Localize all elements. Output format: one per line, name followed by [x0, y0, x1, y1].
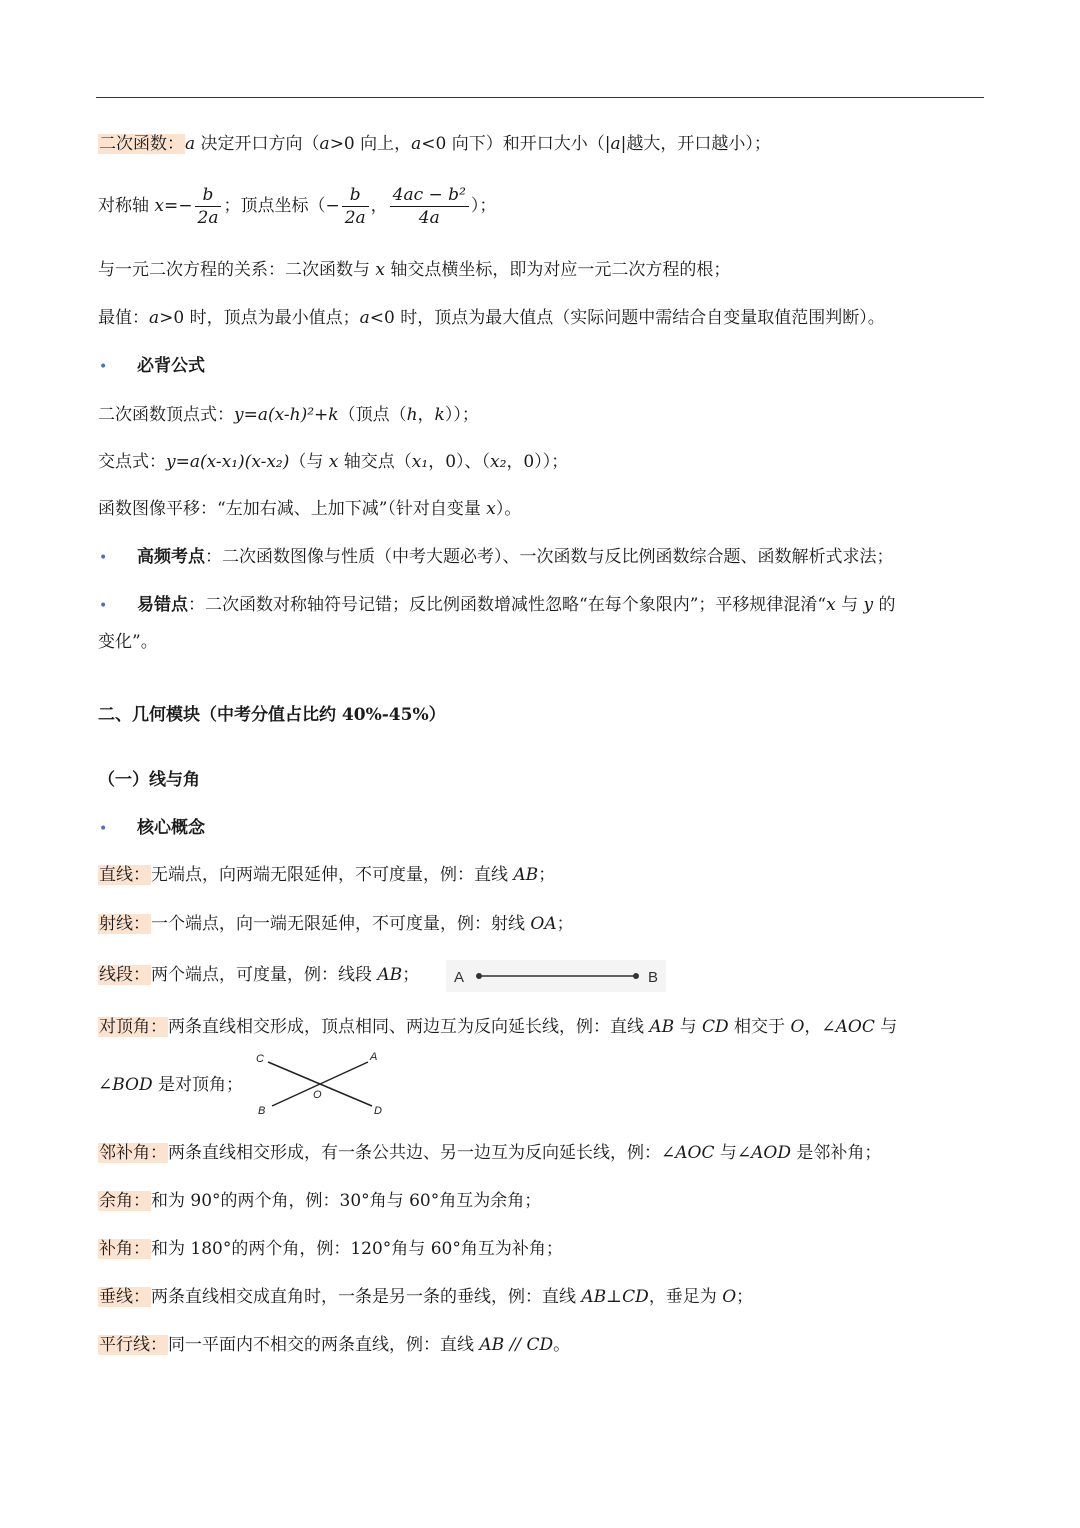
- vertical-angles-figure: [250, 1048, 390, 1118]
- term-highlight: 线段：: [99, 965, 150, 985]
- def-complementary: 余角：和为 90°的两个角，例：30°角与 60°角互为余角；: [99, 1191, 542, 1211]
- bullet-icon: •: [99, 821, 108, 837]
- term-highlight: 直线：: [99, 865, 150, 885]
- term-highlight: 对顶角：: [99, 1017, 167, 1037]
- term-highlight: 邻补角：: [99, 1143, 167, 1163]
- term-highlight: 余角：: [99, 1191, 150, 1211]
- relation-line: 与一元二次方程的关系：二次函数与 x 轴交点横坐标，即为对应一元二次方程的根；: [98, 260, 731, 280]
- def-adjacent-angles: 邻补角：两条直线相交形成，有一条公共边、另一边互为反向延长线，例：∠AOC 与∠AOD 是邻补角；: [99, 1143, 882, 1163]
- def-parallel: 平行线：同一平面内不相交的两条直线，例：直线 AB // CD。: [99, 1335, 571, 1355]
- fraction: $\frac{b}{2a}$: [195, 184, 222, 229]
- term-highlight: 补角：: [99, 1239, 150, 1259]
- term-highlight: 垂线：: [99, 1287, 150, 1307]
- formula-heading: 必背公式: [137, 356, 205, 376]
- fraction: $\frac{\text{4ac − b²}}{4a}$: [390, 184, 469, 229]
- subsection-heading: （一）线与角: [98, 770, 200, 790]
- def-supplementary: 补角：和为 180°的两个角，例：120°角与 60°角互为补角；: [99, 1239, 563, 1259]
- shift-line: 函数图像平移：“左加右减、上加下减”（针对自变量 x）。: [98, 499, 522, 519]
- point-label-o: O: [313, 1089, 322, 1101]
- term-highlight: 平行线：: [99, 1335, 167, 1355]
- vertex-line: 二次函数顶点式：y=a(x-h)²+k（顶点（h，k））；: [98, 405, 479, 425]
- section-heading: 二、几何模块（中考分值占比约 40%-45%）: [98, 705, 446, 725]
- bullet-icon: •: [99, 598, 108, 614]
- point-label-c: C: [256, 1053, 264, 1065]
- bullet-icon: •: [99, 550, 108, 566]
- segment-figure: [446, 960, 666, 992]
- point-label-a: A: [370, 1051, 378, 1063]
- def-vertical-angles-cont: ∠BOD 是对顶角；: [98, 1075, 244, 1095]
- core-concepts-heading: 核心概念: [137, 818, 205, 838]
- bullet-icon: •: [99, 359, 108, 375]
- endpoint-dot: [633, 973, 639, 979]
- point-label-b: B: [648, 969, 659, 986]
- header-rule: [96, 97, 984, 98]
- term-highlight: 射线：: [99, 914, 150, 934]
- quad-line: 二次函数：a 决定开口方向（a>0 向上，a<0 向下）和开口大小（|a|越大，开口越小）；: [99, 134, 771, 154]
- def-line: 直线：无端点，向两端无限延伸，不可度量，例：直线 AB；: [99, 865, 556, 885]
- def-segment: 线段：两个端点，可度量，例：线段 AB；: [99, 965, 420, 985]
- fraction: $\frac{b}{2a}$: [342, 184, 369, 229]
- point-label-d: D: [374, 1105, 382, 1117]
- def-perpendicular: 垂线：两条直线相交成直角时，一条是另一条的垂线，例：直线 AB⊥CD，垂足为 O；: [99, 1287, 754, 1307]
- extreme-line: 最值：a>0 时，顶点为最小值点；a<0 时，顶点为最大值点（实际问题中需结合自变量取值范围判断）。: [98, 308, 885, 328]
- axis-line: 对称轴 x=− $\frac{b}{2a}$ ；顶点坐标（− $\frac{b}{2a}$ ， $\frac{\text{4ac − b²}}{4a}$ ）；: [98, 185, 497, 228]
- def-ray: 射线：一个端点，向一端无限延伸，不可度量，例：射线 OA；: [99, 914, 574, 934]
- intersection-line: 交点式：y=a(x-x₁)(x-x₂)（与 x 轴交点（x₁，0）、（x₂，0））；: [98, 452, 569, 472]
- def-vertical-angles: 对顶角：两条直线相交形成，顶点相同、两边互为反向延长线，例：直线 AB 与 CD 相交于 O，∠AOC 与: [99, 1017, 898, 1037]
- term-highlight: 二次函数：: [99, 134, 184, 154]
- error-points-line: 易错点：二次函数对称轴符号记错；反比例函数增减性忽略“在每个象限内”；平移规律混淆“x 与 y 的: [137, 595, 896, 615]
- point-label-b: B: [258, 1105, 266, 1117]
- error-points-line-cont: 变化”。: [98, 632, 158, 652]
- point-label-a: A: [454, 969, 465, 986]
- hot-points-line: 高频考点：二次函数图像与性质（中考大题必考）、一次函数与反比例函数综合题、函数解析式求法；: [137, 547, 894, 567]
